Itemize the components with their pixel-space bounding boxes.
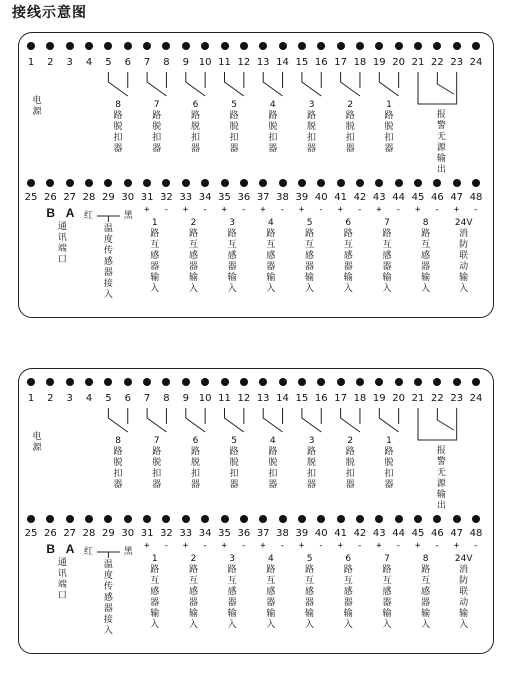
terminal-number: 35: [218, 528, 231, 539]
terminal-number: 41: [334, 192, 347, 203]
release-label: 7 路 脱 扣 器: [152, 436, 162, 490]
ct-input-label: 8 路 互 感 器 输 入: [421, 554, 431, 630]
temp-sensor-label: 温 度 传 感 器 接 入: [103, 224, 113, 300]
rs485-b-label: B: [46, 206, 56, 220]
comm-port-label: 通 讯 端 口: [57, 222, 67, 265]
terminal-number: 29: [102, 192, 115, 203]
release-switch-wire: [147, 408, 166, 432]
terminal-number: 32: [160, 192, 173, 203]
ct-input-label: 5 路 互 感 器 输 入: [305, 554, 315, 630]
red-wire-label: 红: [84, 211, 94, 221]
rs485-b-label: B: [46, 542, 56, 556]
wiring-panel-2: [18, 368, 494, 654]
terminal-number: 38: [276, 192, 289, 203]
plus-sign: +: [221, 541, 227, 551]
terminal-number: 47: [450, 192, 464, 203]
release-switch-wire: [108, 408, 127, 432]
terminal-number: 34: [198, 528, 212, 539]
release-label: 8 路 脱 扣 器: [113, 100, 123, 154]
terminal-number: 8: [163, 57, 170, 68]
ct-input-label: 7 路 互 感 器 输 入: [382, 218, 392, 294]
terminal-number: 10: [198, 57, 212, 68]
terminal-number: 1: [27, 57, 35, 68]
minus-sign: -: [202, 205, 208, 215]
terminal-number: 5: [105, 57, 112, 68]
terminal-number: 45: [411, 192, 425, 203]
terminal-number: 31: [140, 528, 154, 539]
release-switch-wire: [186, 72, 205, 96]
alarm-switch-wire: [437, 408, 453, 430]
plus-sign: +: [260, 541, 266, 551]
terminal-number: 41: [334, 528, 347, 539]
minus-sign: -: [279, 541, 285, 551]
release-label: 7 路 脱 扣 器: [152, 100, 162, 154]
terminal-number: 1: [27, 393, 35, 404]
release-switch-wire: [147, 72, 166, 96]
terminal-number: 46: [430, 192, 444, 203]
ct-input-label: 6 路 互 感 器 输 入: [343, 218, 353, 294]
terminal-number: 46: [430, 528, 444, 539]
plus-sign: +: [221, 205, 227, 215]
plus-sign: +: [415, 205, 421, 215]
release-switch-wire: [341, 72, 360, 96]
ct-input-label: 2 路 互 感 器 输 入: [188, 554, 198, 630]
terminal-number: 27: [63, 192, 77, 203]
terminal-number: 22: [430, 393, 444, 404]
black-wire-label: 黑: [123, 211, 133, 221]
minus-sign: -: [163, 205, 169, 215]
terminal-number: 12: [237, 393, 251, 404]
terminal-number: 15: [295, 393, 309, 404]
terminal-number: 12: [237, 57, 251, 68]
release-label: 1 路 脱 扣 器: [384, 100, 394, 154]
release-switch-wire: [225, 72, 244, 96]
release-switch-wire: [263, 408, 282, 432]
release-label: 2 路 脱 扣 器: [345, 100, 355, 154]
terminal-number: 42: [353, 192, 367, 203]
temp-sensor-label: 温 度 传 感 器 接 入: [103, 560, 113, 636]
minus-sign: -: [240, 541, 247, 551]
terminal-number: 13: [256, 57, 270, 68]
minus-sign: -: [279, 205, 285, 215]
terminal-number: 43: [372, 528, 386, 539]
ct-input-label: 1 路 互 感 器 输 入: [150, 554, 160, 630]
ct-input-label: 3 路 互 感 器 输 入: [227, 554, 237, 630]
release-switch-wire: [341, 408, 360, 432]
terminal-number: 2: [47, 57, 54, 68]
terminal-number: 20: [392, 57, 405, 68]
plus-sign: +: [144, 205, 150, 215]
release-label: 4 路 脱 扣 器: [268, 436, 278, 490]
release-label: 2 路 脱 扣 器: [345, 436, 355, 490]
terminal-number: 17: [334, 57, 347, 68]
terminal-number: 9: [182, 393, 189, 404]
terminal-number: 10: [198, 393, 212, 404]
terminal-number: 9: [182, 57, 189, 68]
terminal-number: 16: [314, 393, 328, 404]
terminal-number: 11: [218, 57, 231, 68]
release-label: 1 路 脱 扣 器: [384, 436, 394, 490]
terminal-number: 19: [372, 393, 386, 404]
minus-sign: -: [473, 205, 479, 215]
minus-sign: -: [434, 205, 440, 215]
fire-linkage-label: 24V 消 防 联 动 输 入: [454, 554, 473, 630]
terminal-number: 21: [411, 57, 425, 68]
release-switch-wire: [379, 408, 398, 432]
terminal-number: 44: [392, 528, 405, 539]
terminal-number: 26: [43, 528, 57, 539]
terminal-number: 3: [66, 393, 73, 404]
terminal-number: 30: [121, 528, 135, 539]
plus-sign: +: [144, 541, 150, 551]
release-switch-wire: [186, 408, 205, 432]
plus-sign: +: [337, 205, 344, 215]
rs485-a-label: A: [65, 542, 75, 556]
terminal-number: 36: [237, 528, 251, 539]
plus-sign: +: [415, 541, 421, 551]
wiring-panel-1: [18, 32, 494, 318]
terminal-number: 39: [295, 528, 309, 539]
plus-sign: +: [376, 541, 382, 551]
plus-sign: +: [298, 205, 305, 215]
terminal-number: 25: [24, 528, 38, 539]
terminal-number: 28: [82, 192, 96, 203]
terminal-number: 24: [469, 57, 483, 68]
plus-sign: +: [260, 205, 266, 215]
terminal-number: 5: [105, 393, 112, 404]
release-label: 6 路 脱 扣 器: [190, 100, 200, 154]
terminal-number: 48: [469, 192, 483, 203]
terminal-number: 38: [276, 528, 289, 539]
terminal-number: 39: [295, 192, 309, 203]
alarm-output-label: 报 警 无 源 输 出: [436, 446, 446, 511]
release-switch-wire: [302, 408, 321, 432]
terminal-number: 48: [469, 528, 483, 539]
terminal-number: 40: [314, 192, 328, 203]
terminal-number: 43: [372, 192, 386, 203]
terminal-number: 2: [47, 393, 54, 404]
minus-sign: -: [240, 205, 247, 215]
red-wire-label: 红: [84, 547, 94, 557]
terminal-number: 4: [85, 57, 93, 68]
ct-input-label: 4 路 互 感 器 输 入: [266, 554, 276, 630]
terminal-number: 6: [124, 393, 131, 404]
terminal-number: 42: [353, 528, 367, 539]
terminal-number: 13: [256, 393, 270, 404]
terminal-number: 20: [392, 393, 405, 404]
terminal-number: 6: [124, 57, 131, 68]
minus-sign: -: [356, 541, 363, 551]
terminal-number: 3: [66, 57, 73, 68]
terminal-number: 23: [450, 393, 464, 404]
terminal-number: 34: [198, 192, 212, 203]
terminal-number: 33: [179, 528, 193, 539]
ct-input-label: 4 路 互 感 器 输 入: [266, 218, 276, 294]
diagram-title: 接线示意图: [12, 5, 87, 21]
release-label: 5 路 脱 扣 器: [229, 100, 239, 154]
plus-sign: +: [453, 541, 460, 551]
terminal-number: 18: [353, 57, 367, 68]
minus-sign: -: [163, 541, 169, 551]
terminal-number: 31: [140, 192, 154, 203]
terminal-number: 11: [218, 393, 231, 404]
minus-sign: -: [395, 205, 402, 215]
minus-sign: -: [395, 541, 402, 551]
terminal-number: 29: [102, 528, 115, 539]
terminal-number: 14: [276, 393, 289, 404]
terminal-number: 21: [411, 393, 425, 404]
plus-sign: +: [182, 541, 189, 551]
terminal-number: 33: [179, 192, 193, 203]
plus-sign: +: [337, 541, 344, 551]
minus-sign: -: [434, 541, 440, 551]
power-label: 电 源: [32, 432, 42, 453]
plus-sign: +: [376, 205, 382, 215]
terminal-number: 18: [353, 393, 367, 404]
terminal-number: 35: [218, 192, 231, 203]
terminal-number: 23: [450, 57, 464, 68]
terminal-number: 22: [430, 57, 444, 68]
terminal-number: 26: [43, 192, 57, 203]
terminal-number: 4: [85, 393, 93, 404]
terminal-number: 16: [314, 57, 328, 68]
terminal-number: 7: [143, 57, 151, 68]
plus-sign: +: [453, 205, 460, 215]
fire-linkage-label: 24V 消 防 联 动 输 入: [454, 218, 473, 294]
terminal-number: 7: [143, 393, 151, 404]
terminal-number: 14: [276, 57, 289, 68]
alarm-switch-wire: [437, 72, 453, 94]
black-wire-label: 黑: [123, 547, 133, 557]
ct-input-label: 3 路 互 感 器 输 入: [227, 218, 237, 294]
ct-input-label: 2 路 互 感 器 输 入: [188, 218, 198, 294]
ct-input-label: 7 路 互 感 器 输 入: [382, 554, 392, 630]
terminal-number: 47: [450, 528, 464, 539]
terminal-number: 17: [334, 393, 347, 404]
power-label: 电 源: [32, 96, 42, 117]
terminal-number: 28: [82, 528, 96, 539]
terminal-number: 24: [469, 393, 483, 404]
release-label: 8 路 脱 扣 器: [113, 436, 123, 490]
minus-sign: -: [202, 541, 208, 551]
ct-input-label: 8 路 互 感 器 输 入: [421, 218, 431, 294]
plus-sign: +: [182, 205, 189, 215]
ct-input-label: 5 路 互 感 器 输 入: [305, 218, 315, 294]
minus-sign: -: [318, 205, 324, 215]
terminal-number: 37: [256, 528, 270, 539]
minus-sign: -: [318, 541, 324, 551]
rs485-a-label: A: [65, 206, 75, 220]
terminal-number: 37: [256, 192, 270, 203]
release-switch-wire: [225, 408, 244, 432]
release-label: 4 路 脱 扣 器: [268, 100, 278, 154]
terminal-number: 8: [163, 393, 170, 404]
terminal-number: 25: [24, 192, 38, 203]
release-switch-wire: [302, 72, 321, 96]
terminal-number: 44: [392, 192, 405, 203]
release-label: 6 路 脱 扣 器: [190, 436, 200, 490]
terminal-number: 36: [237, 192, 251, 203]
comm-port-label: 通 讯 端 口: [57, 558, 67, 601]
terminal-number: 32: [160, 528, 173, 539]
release-switch-wire: [263, 72, 282, 96]
ct-input-label: 6 路 互 感 器 输 入: [343, 554, 353, 630]
terminal-number: 30: [121, 192, 135, 203]
plus-sign: +: [298, 541, 305, 551]
terminal-number: 19: [372, 57, 386, 68]
minus-sign: -: [356, 205, 363, 215]
minus-sign: -: [473, 541, 479, 551]
release-switch-wire: [379, 72, 398, 96]
release-switch-wire: [108, 72, 127, 96]
release-label: 5 路 脱 扣 器: [229, 436, 239, 490]
terminal-number: 40: [314, 528, 328, 539]
release-label: 3 路 脱 扣 器: [307, 100, 317, 154]
ct-input-label: 1 路 互 感 器 输 入: [150, 218, 160, 294]
terminal-number: 45: [411, 528, 425, 539]
alarm-output-label: 报 警 无 源 输 出: [436, 110, 446, 175]
terminal-number: 15: [295, 57, 309, 68]
terminal-number: 27: [63, 528, 77, 539]
release-label: 3 路 脱 扣 器: [307, 436, 317, 490]
